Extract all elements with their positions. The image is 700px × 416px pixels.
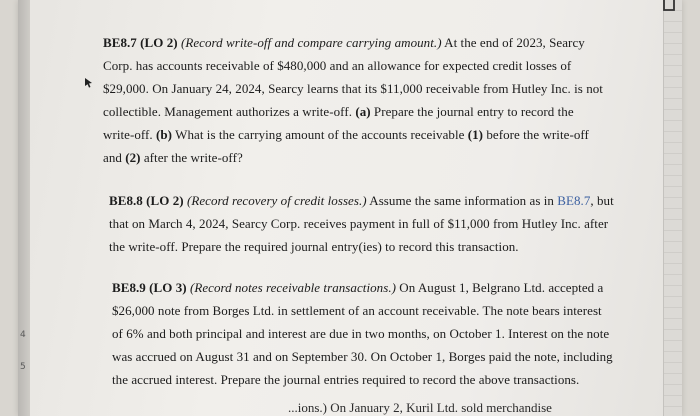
text-line: the accrued interest. Prepare the journal entries required to record the above transactions.	[112, 372, 580, 387]
exercise-be8-8	[109, 189, 629, 258]
part-label: (b)	[156, 127, 173, 142]
text: collectible. Management authorizes a write-off.	[103, 104, 356, 119]
text-line: $29,000. On January 24, 2024, Searcy learns that its $11,000 receivable from Hutley Inc. is not	[103, 81, 603, 96]
text: before the write-off	[483, 127, 589, 142]
text-line: was accrued on August 31 and on September 30. On October 1, Borges paid the note, including	[112, 349, 613, 364]
exercise-reference-link[interactable]: BE8.7	[557, 193, 591, 208]
text-line: that on March 4, 2024, Searcy Corp. receives payment in full of $11,000 from Hutley Inc. after	[109, 216, 609, 231]
mouse-pointer-icon	[84, 77, 94, 89]
text-line	[103, 123, 628, 146]
cut-off-text-line	[288, 403, 552, 416]
text: Assume the same information as in	[366, 193, 558, 208]
text: ...ions.) On January 2, Kuril Ltd. sold merchandise	[288, 403, 552, 415]
textbook-page	[18, 0, 682, 416]
exercise-be8-7	[103, 31, 628, 169]
text: Prepare the journal entry to record the	[370, 104, 574, 119]
text-line: $26,000 note from Borges Ltd. in settlement of an account receivable. The note bears interest	[112, 303, 602, 318]
text-line: Corp. has accounts receivable of $480,000 and an allowance for expected credit losses of	[103, 58, 572, 73]
text: , but	[590, 193, 614, 208]
text: and	[103, 150, 126, 165]
exercise-be8-9	[112, 276, 632, 391]
text: At the end of 2023, Searcy	[441, 35, 585, 50]
part-label: (a)	[355, 104, 371, 119]
exercise-title: (Record notes receivable transactions.)	[189, 280, 396, 295]
text: What is the carrying amount of the accounts receivable	[172, 127, 468, 142]
text: On August 1, Belgrano Ltd. accepted a	[396, 280, 604, 295]
exercise-code: BE8.8 (LO 2)	[109, 193, 184, 208]
text: after the write-off?	[140, 150, 243, 165]
margin-number: 5	[20, 362, 26, 372]
margin-number: 4	[20, 330, 26, 340]
exercise-title: (Record recovery of credit losses.)	[186, 193, 367, 208]
text-line: the write-off. Prepare the required journal entry(ies) to record this transaction.	[109, 239, 519, 254]
text: write-off.	[103, 127, 157, 142]
exercise-title: (Record write-off and compare carrying amount.)	[180, 35, 442, 50]
exercise-code: BE8.7 (LO 2)	[103, 35, 178, 50]
text-line	[103, 146, 628, 169]
text-line	[103, 100, 628, 123]
part-label: (1)	[467, 127, 484, 142]
page-left-edge	[18, 0, 30, 416]
page-right-edge	[663, 0, 682, 416]
exercise-code: BE8.9 (LO 3)	[112, 280, 187, 295]
part-label: (2)	[125, 150, 141, 165]
text-line: of 6% and both principal and interest are due in two months, on October 1. Interest on the note	[112, 326, 610, 341]
page-corner-icon	[662, 0, 676, 12]
